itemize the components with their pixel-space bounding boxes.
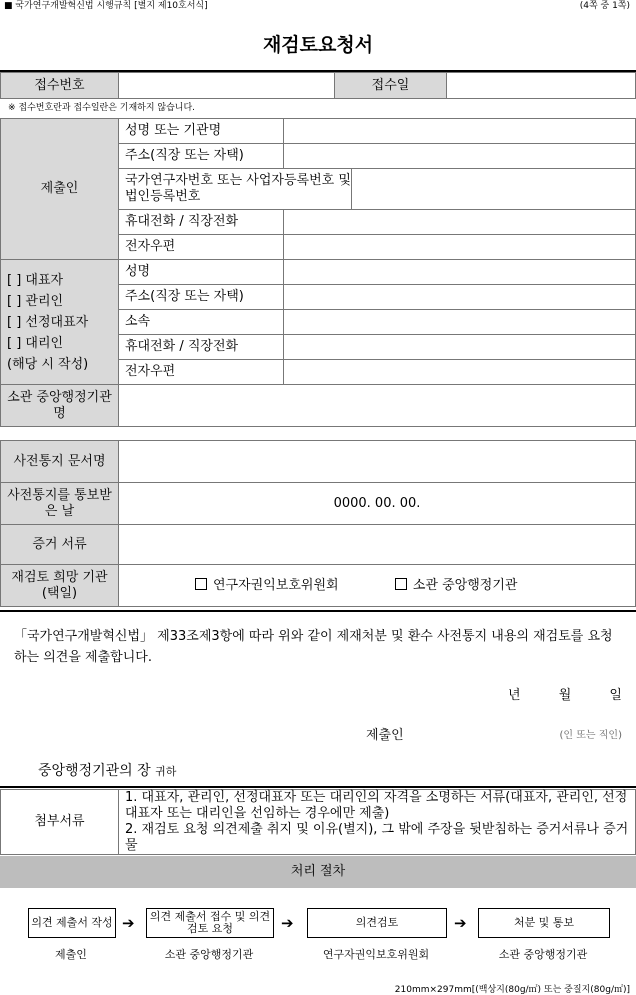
submitter-id-field[interactable]: [351, 169, 635, 209]
form-title: 재검토요청서: [262, 34, 374, 56]
applicant-table: [0, 118, 636, 427]
signer-label: 제출인: [366, 728, 404, 743]
notice-doc-field[interactable]: [119, 441, 636, 483]
submitter-label: 제출인: [1, 119, 119, 260]
step-label-review: 연구자권익보호위원회: [322, 948, 430, 961]
addressee-suffix: 귀하: [155, 765, 177, 778]
representative-option-selected[interactable]: [ ] 선정대표자: [7, 314, 89, 330]
attachments-table: [0, 789, 636, 855]
notice-date-field[interactable]: 0000. 00. 00.: [119, 483, 636, 525]
rep-address-label: 주소(직장 또는 자택): [119, 285, 284, 310]
seal-label: (인 또는 직인): [559, 730, 622, 741]
attachment-item: 1. 대표자, 관리인, 선정대표자 또는 대리인의 자격을 소명하는 서류(대표자, 관리인, 선정대표자 또는 대리인을 선임하는 경우에만 제출): [125, 790, 628, 821]
receipt-date-field: [447, 73, 636, 99]
step-box-receive: 의견 제출서 접수 및 의견검토 요청: [146, 908, 274, 938]
submitter-email-label: 전자우편: [119, 235, 284, 260]
rep-name-field[interactable]: [284, 260, 636, 285]
evidence-label: 증거 서류: [1, 525, 119, 565]
step-box-notify: 처분 및 통보: [478, 908, 610, 938]
step-label-receive: 소관 중앙행정기관: [164, 948, 254, 961]
rep-affiliation-field[interactable]: [284, 310, 636, 335]
checkbox-icon[interactable]: [395, 578, 407, 590]
rep-phone-label: 휴대전화 / 직장전화: [119, 335, 284, 360]
review-option-agency[interactable]: 소관 중앙행정기관: [395, 578, 518, 593]
submitter-id-label: 국가연구자번호 또는 사업자등록번호 및 법인등록번호: [125, 173, 351, 204]
representative-note: (해당 시 작성): [7, 356, 89, 372]
agency-label: 소관 중앙행정기관명: [1, 385, 119, 427]
submitter-address-field[interactable]: [284, 144, 636, 169]
attachments-list: [119, 790, 636, 855]
rep-email-field[interactable]: [284, 360, 636, 385]
attachments-label: 첨부서류: [1, 790, 119, 855]
attachments-rule: [0, 786, 636, 788]
procedure-title: 처리 절차: [0, 856, 636, 888]
submitter-address-label: 주소(직장 또는 자택): [119, 144, 284, 169]
submitter-email-field[interactable]: [284, 235, 636, 260]
review-options: [119, 565, 636, 607]
submitter-id-row: [119, 169, 636, 210]
step-label-submit: 제출인: [55, 948, 87, 961]
notice-doc-label: 사전통지 문서명: [1, 441, 119, 483]
representative-option-manager[interactable]: [ ] 관리인: [7, 293, 64, 309]
addressee: [38, 760, 176, 780]
receipt-number-label: 접수번호: [1, 73, 119, 99]
section-rule: [0, 610, 636, 612]
request-statement: 「국가연구개발혁신법」 제33조제3항에 따라 위와 같이 제재처분 및 환수 사전통지 내용의 재검토를 요청하는 의견을 제출합니다.: [14, 629, 613, 665]
representative-option-main[interactable]: [ ] 대표자: [7, 272, 64, 288]
review-agency-label: 재검토 희망 기관(택일): [1, 565, 119, 607]
receipt-note: ※ 접수번호란과 접수일란은 기재하지 않습니다.: [8, 103, 196, 113]
arrow-icon: ➔: [281, 914, 294, 932]
paper-spec: 210mm×297mm[(백상지(80g/㎡) 또는 중질지(80g/㎡)]: [394, 985, 630, 995]
rep-email-label: 전자우편: [119, 360, 284, 385]
attachment-item: 2. 재검토 요청 의견제출 취지 및 이유(별지), 그 밖에 주장을 뒷받침하는 증거서류나 증거물: [125, 822, 629, 853]
submitter-name-field[interactable]: [284, 119, 636, 144]
step-box-review: 의견검토: [307, 908, 447, 938]
receipt-table: [0, 72, 636, 99]
submitter-phone-label: 휴대전화 / 직장전화: [119, 210, 284, 235]
arrow-icon: ➔: [454, 914, 467, 932]
form-reference: ■ 국가연구개발혁신법 시행규칙 [별지 제10호서식]: [4, 1, 208, 11]
rep-phone-field[interactable]: [284, 335, 636, 360]
agency-field[interactable]: [119, 385, 636, 427]
representative-option-agent[interactable]: [ ] 대리인: [7, 335, 64, 351]
notice-table: [0, 440, 636, 607]
rep-affiliation-label: 소속: [119, 310, 284, 335]
notice-date-label: 사전통지를 통보받은 날: [1, 483, 119, 525]
review-option-committee[interactable]: 연구자권익보호위원회: [195, 578, 339, 593]
receipt-date-label: 접수일: [335, 73, 447, 99]
representative-label: [1, 260, 119, 385]
evidence-field[interactable]: [119, 525, 636, 565]
arrow-icon: ➔: [122, 914, 135, 932]
rep-address-field[interactable]: [284, 285, 636, 310]
rep-name-label: 성명: [119, 260, 284, 285]
step-label-notify: 소관 중앙행정기관: [498, 948, 588, 961]
checkbox-icon[interactable]: [195, 578, 207, 590]
addressee-name: 중앙행정기관의 장: [38, 763, 151, 779]
receipt-number-field: [119, 73, 335, 99]
step-box-submit: 의견 제출서 작성: [28, 908, 116, 938]
submitter-phone-field[interactable]: [284, 210, 636, 235]
date-line: 년 월 일: [508, 688, 622, 703]
submitter-name-label: 성명 또는 기관명: [119, 119, 284, 144]
page-indicator: (4쪽 중 1쪽): [579, 1, 630, 11]
